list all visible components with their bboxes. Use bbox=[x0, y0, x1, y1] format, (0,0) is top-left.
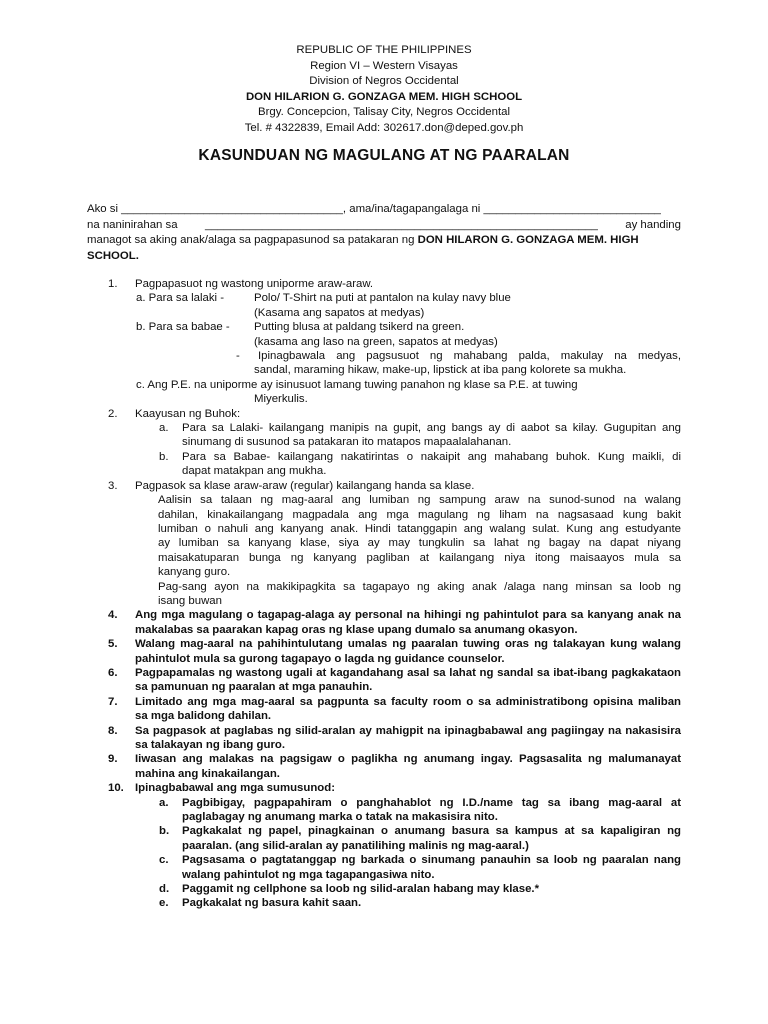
sub-line: walang pahintulot ng mga tagapangasiwa nito. bbox=[182, 868, 435, 881]
rule-10-sub-a bbox=[135, 796, 681, 825]
sub-line: (Kasama ang sapatos at medyas) bbox=[254, 306, 425, 319]
intro-residence-label: na naninirahan sa bbox=[87, 218, 178, 231]
rule-line: Iiwasan ang malakas na pagsigaw o paglikha ng anumang ingay. Pagsasalita ng malumanayat bbox=[135, 753, 681, 766]
rule-text: Pagpasok sa klase araw-araw (regular) kailangang handa sa klase. bbox=[135, 479, 475, 492]
rule-number: 1. bbox=[108, 278, 118, 290]
sub-text-block bbox=[254, 291, 681, 320]
intro-school-name: DON HILARON G. GONZAGA MEM. HIGH bbox=[417, 234, 639, 246]
sub-line: (kasama ang laso na green, sapatos at medyas) bbox=[254, 335, 498, 348]
sub-line: sinumang di susunod sa patakaran ito matapos mapaalalahanan. bbox=[182, 436, 512, 449]
sub-text-block bbox=[254, 320, 681, 349]
sub-text-block bbox=[254, 349, 681, 378]
rule-number: 7. bbox=[108, 695, 118, 708]
intro-line-2 bbox=[87, 218, 681, 234]
letterhead bbox=[0, 43, 768, 136]
para-line: Aalisin sa talaan ng mag-aaral ang lumiban ng sampung araw na sunod-sunod na walang bbox=[158, 494, 681, 507]
para-line: kanyang guro. bbox=[158, 566, 231, 579]
rule-number: 5. bbox=[108, 638, 118, 651]
sub-line: paaralan. (ang silid-aralan ay panatilihing malinis ng mag-aaral.) bbox=[182, 839, 529, 852]
para-line: lumiban o nahuli ang kanyang anak. Hindi tatanggapin ang walang sulat. Kung ang estudyante bbox=[158, 522, 681, 535]
rule-line: mahina ang kinakailangan. bbox=[135, 767, 280, 780]
document-title: KASUNDUAN NG MAGULANG AT NG PAARALAN bbox=[198, 147, 570, 164]
sub-label: a. bbox=[159, 422, 169, 435]
rule-item-1 bbox=[108, 277, 681, 407]
sub-line: Polo/ T-Shirt na puti at pantalon na kulay navy blue bbox=[254, 292, 511, 305]
intro-address-blank: ______________________________________________________________ bbox=[205, 218, 598, 231]
rule-item-7 bbox=[108, 695, 681, 724]
sub-line: Ipinagbawala ang pagsusuot ng mahabang palda, makulay na medyas, bbox=[258, 350, 681, 363]
sub-line: Putting blusa at paldang tsikerd na green. bbox=[254, 321, 465, 334]
rule-number: 6. bbox=[108, 666, 118, 679]
rule-10-sub-e bbox=[135, 896, 681, 910]
rule-item-6 bbox=[108, 666, 681, 695]
rule-item-3 bbox=[108, 479, 681, 609]
intro-paragraph bbox=[87, 202, 681, 264]
rule-item-2 bbox=[108, 407, 681, 479]
intro-line-4: SCHOOL. bbox=[87, 249, 139, 262]
sub-line: Paggamit ng cellphone sa loob ng silid-aralan habang may klase.* bbox=[182, 883, 539, 896]
dash-marker: - bbox=[236, 350, 240, 363]
sub-label: c. bbox=[159, 854, 169, 867]
rule-item-9 bbox=[108, 752, 681, 781]
sub-label: a. bbox=[159, 796, 169, 809]
sub-label: b. Para sa babae - bbox=[136, 321, 230, 334]
rule-2-sub-a bbox=[135, 421, 681, 450]
sub-label: b. bbox=[159, 450, 169, 463]
rule-number: 2. bbox=[108, 407, 118, 420]
para-line: dahilan, kinakailangang magpadala ang mga magulang ng liham na nagsasaad kung bakit bbox=[158, 508, 681, 521]
rule-item-10 bbox=[108, 781, 681, 911]
rule-line: sa talakayan ng ibang guro. bbox=[135, 739, 286, 751]
rule-line: Sa pagpasok at paglabas ng silid-aralan ay mahigpit na ipinagbabawal ang pagiingay na nakasisira bbox=[135, 724, 681, 737]
rule-item-5 bbox=[108, 637, 681, 666]
rule-10-sub-d bbox=[135, 882, 681, 896]
sub-label: b. bbox=[159, 825, 170, 838]
sub-label: a. Para sa lalaki - bbox=[136, 292, 224, 305]
rule-number: 8. bbox=[108, 724, 118, 737]
rule-line: sa pamunuan ng paaralan at mga panauhin. bbox=[135, 681, 373, 694]
rule-item-4 bbox=[108, 608, 681, 637]
rule-1-sub-b bbox=[135, 320, 681, 349]
rule-1-sub-c bbox=[135, 378, 681, 407]
para-line: maisakatuparan bunga ng kanyang pagliban at kailangang niya itong maisaayos mula sa bbox=[158, 551, 681, 564]
school-name: DON HILARION G. GONZAGA MEM. HIGH SCHOOL bbox=[245, 90, 523, 103]
rule-2-sub-b bbox=[135, 450, 681, 479]
sub-line: Para sa Lalaki- kailangang manipis na gupit, ang bangs ay di aabot sa kilay. Gugupitan ang bbox=[182, 422, 681, 435]
sub-line: c. Ang P.E. na uniporme ay isinusuot lamang tuwing panahon ng klase sa P.E. at tuwing bbox=[136, 378, 578, 391]
sub-line: Pagkakalat ng basura kahit saan. bbox=[182, 897, 362, 910]
rule-text: Kaayusan ng Buhok: bbox=[135, 407, 241, 420]
rule-number: 9. bbox=[108, 753, 118, 766]
rule-line: makalabas sa paarakan kapag oras ng klase upang dumalo sa anumang okasyon. bbox=[135, 623, 578, 636]
rule-1-sub-b-note bbox=[135, 349, 681, 378]
rule-line: Limitado ang mga mag-aaral sa pagpunta sa faculty room o sa administratibong opisina maliban bbox=[135, 695, 681, 708]
sub-line: Miyerkulis. bbox=[254, 393, 308, 406]
region-line: Region VI – Western Visayas bbox=[310, 59, 458, 72]
sub-line: sandal, maraming hikaw, make-up, lipstick at iba pang kolorete sa mukha. bbox=[254, 364, 627, 377]
sub-line: paglabagay ng anumang marka o tatak na makasisira nito. bbox=[182, 811, 498, 824]
rule-line: Ang mga magulang o tagapag-alaga ay personal na hihingi ng pahintulot para sa kanyang anak na bbox=[135, 609, 681, 622]
rule-line: sa mga balidong dahilan. bbox=[135, 710, 272, 723]
intro-line-3-text: managot sa aking anak/alaga sa pagpapasunod sa patakaran ng bbox=[87, 234, 418, 246]
rule-line: Walang mag-aaral na pahihintulutang umalas ng paaralan tuwing oras ng talakayan kung walang bbox=[135, 638, 681, 651]
rule-item-8 bbox=[108, 724, 681, 753]
rule-number: 4. bbox=[108, 609, 118, 622]
sub-line: Pagsasama o pagtatanggap ng barkada o sinumang panauhin sa loob ng paaralan nang bbox=[182, 854, 681, 867]
sub-label: e. bbox=[159, 897, 169, 910]
intro-ready-label: ay handing bbox=[625, 218, 681, 231]
sub-line: Pagbibigay, pagpapahiram o panghahablot ng I.D./name tag sa ibang mag-aaral at bbox=[182, 796, 681, 809]
rules-list bbox=[108, 277, 681, 911]
school-contact: Tel. # 4322839, Email Add: 302617.don@deped.gov.ph bbox=[244, 121, 524, 134]
intro-line-3 bbox=[87, 233, 681, 249]
para-line: ay lumiban sa kanyang klase, siya ay may tungkulin sa lahat ng bagay na dapat niyang bbox=[158, 537, 681, 550]
rule-number: 10. bbox=[108, 782, 124, 795]
rule-line: pahintulot mula sa gurong tagapayo o lagda ng guidance counselor. bbox=[135, 652, 505, 665]
rule-text: Pagpapasuot ng wastong uniporme araw-araw. bbox=[135, 278, 374, 290]
para-line: isang buwan bbox=[158, 594, 222, 607]
rule-3-paragraph bbox=[135, 493, 681, 608]
sub-label: d. bbox=[159, 883, 170, 896]
sub-line: Pagkakalat ng papel, pinagkainan o anumang basura sa kampus at sa kapaligiran ng bbox=[182, 825, 681, 838]
rule-number: 3. bbox=[108, 479, 118, 492]
para-line: Pag-sang ayon na makikipagkita sa tagapayo ng aking anak /alaga nang minsan sa loob ng bbox=[158, 580, 681, 593]
sub-line: dapat matakpan ang mukha. bbox=[182, 465, 327, 478]
rule-10-sub-b bbox=[135, 824, 681, 853]
intro-line-1: Ako si ___________________________________, ama/ina/tagapangalaga ni ____________________________ bbox=[87, 203, 661, 215]
division-line: Division of Negros Occidental bbox=[309, 75, 459, 87]
rule-line: Pagpapamalas ng wastong ugali at kagandahang asal sa lahat ng sandal sa ibat-ibang pagkakataon bbox=[135, 666, 681, 679]
school-address: Brgy. Concepcion, Talisay City, Negros Occidental bbox=[258, 106, 510, 118]
sub-line: Para sa Babae- kailangang nakatirintas o nakaipit ang mahabang buhok. Kung maikli, di bbox=[182, 450, 681, 463]
country-line: REPUBLIC OF THE PHILIPPINES bbox=[296, 44, 472, 56]
rule-10-sub-c bbox=[135, 853, 681, 882]
rule-1-sub-a bbox=[135, 291, 681, 320]
rule-text: Ipinagbabawal ang mga sumusunod: bbox=[135, 782, 335, 795]
